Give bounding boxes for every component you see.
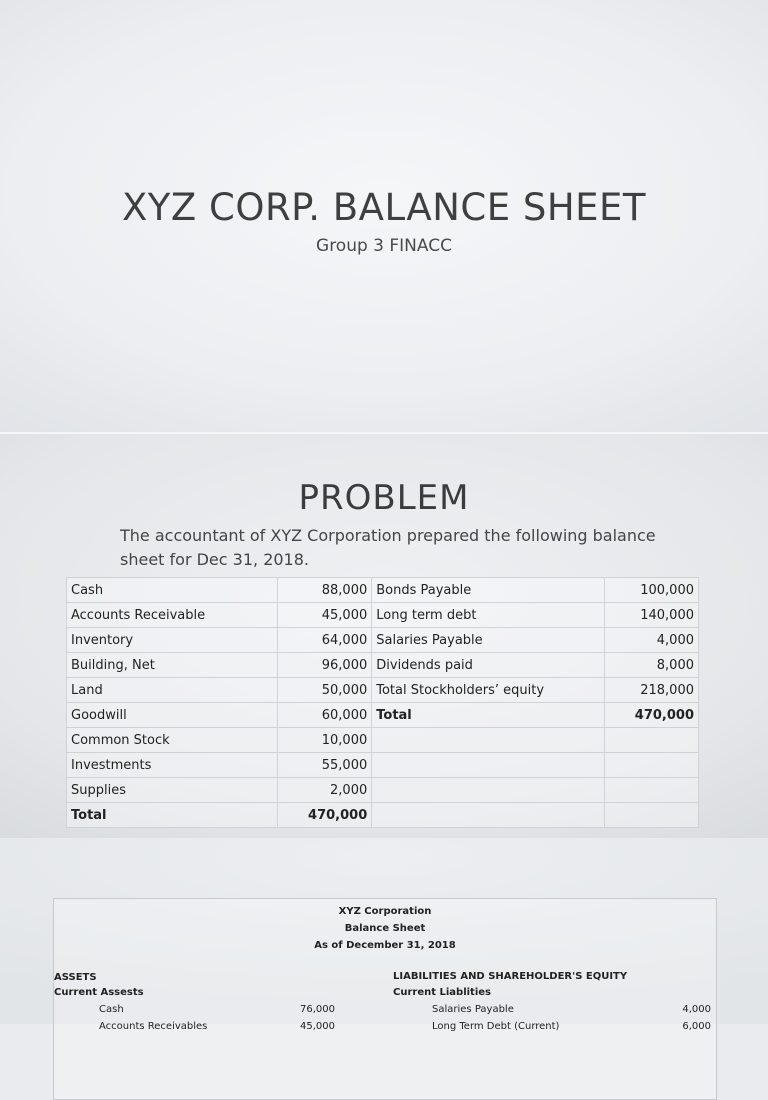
assets-heading: ASSETS <box>54 972 97 983</box>
right-label-cell <box>372 778 605 803</box>
table-row <box>67 603 699 628</box>
left-value-cell: 50,000 <box>278 678 372 703</box>
title-slide <box>0 0 768 432</box>
left-label-cell: Inventory <box>67 628 278 653</box>
left-value-cell: 2,000 <box>278 778 372 803</box>
presentation-subtitle: Group 3 FINACC <box>316 236 452 256</box>
right-value-cell: 470,000 <box>605 703 699 728</box>
problem-description: The accountant of XYZ Corporation prepared the following balance sheet for Dec 31, 2018. <box>120 526 656 569</box>
asset-line-value: 45,000 <box>300 1021 335 1032</box>
right-value-cell: 100,000 <box>605 578 699 603</box>
right-value-cell: 4,000 <box>605 628 699 653</box>
left-value-cell: 10,000 <box>278 728 372 753</box>
table-row <box>67 728 699 753</box>
current-liabilities-heading: Current Liablities <box>393 987 491 998</box>
right-label-cell: Bonds Payable <box>372 578 605 603</box>
problem-title: PROBLEM <box>298 478 470 518</box>
left-label-cell: Cash <box>67 578 278 603</box>
left-value-cell: 96,000 <box>278 653 372 678</box>
left-value-cell: 60,000 <box>278 703 372 728</box>
left-label-cell: Goodwill <box>67 703 278 728</box>
table-row <box>67 778 699 803</box>
table-row <box>67 628 699 653</box>
left-label-cell: Investments <box>67 753 278 778</box>
left-value-cell: 55,000 <box>278 753 372 778</box>
right-label-cell: Dividends paid <box>372 653 605 678</box>
corrected-balance-sheet-slide <box>0 838 768 1032</box>
right-label-cell: Total <box>372 703 605 728</box>
table-row <box>67 703 699 728</box>
right-value-cell: 140,000 <box>605 603 699 628</box>
table-row <box>67 653 699 678</box>
right-label-cell: Salaries Payable <box>372 628 605 653</box>
liability-line-value: 4,000 <box>682 1004 711 1015</box>
right-label-cell: Total Stockholders’ equity <box>372 678 605 703</box>
left-label-cell: Supplies <box>67 778 278 803</box>
presentation-title: XYZ CORP. BALANCE SHEET <box>121 186 647 229</box>
right-label-cell <box>372 728 605 753</box>
liability-line-label: Long Term Debt (Current) <box>432 1021 560 1032</box>
liability-line-label: Salaries Payable <box>432 1004 514 1015</box>
balance-sheet-table <box>66 577 699 828</box>
left-value-cell: 64,000 <box>278 628 372 653</box>
asset-line-label: Accounts Receivables <box>99 1021 208 1032</box>
left-value-cell: 470,000 <box>278 803 372 828</box>
right-value-cell: 218,000 <box>605 678 699 703</box>
left-label-cell: Building, Net <box>67 653 278 678</box>
statement-date: As of December 31, 2018 <box>314 940 456 951</box>
left-value-cell: 45,000 <box>278 603 372 628</box>
left-label-cell: Land <box>67 678 278 703</box>
left-label-cell: Common Stock <box>67 728 278 753</box>
right-value-cell <box>605 778 699 803</box>
table-row <box>67 753 699 778</box>
statement-title: Balance Sheet <box>344 923 426 934</box>
liability-line-value: 6,000 <box>682 1021 711 1032</box>
company-name: XYZ Corporation <box>338 906 432 917</box>
right-label-cell <box>372 753 605 778</box>
right-value-cell <box>605 753 699 778</box>
left-value-cell: 88,000 <box>278 578 372 603</box>
right-label-cell: Long term debt <box>372 603 605 628</box>
liabilities-heading: LIABILITIES AND SHAREHOLDER'S EQUITY <box>393 971 628 982</box>
problem-slide <box>0 434 768 838</box>
asset-line-value: 76,000 <box>300 1004 335 1015</box>
left-label-cell: Total <box>67 803 278 828</box>
table-row <box>67 803 699 828</box>
table-row <box>67 678 699 703</box>
current-assets-heading: Current Assests <box>54 987 144 998</box>
right-label-cell <box>372 803 605 828</box>
right-value-cell <box>605 803 699 828</box>
right-value-cell: 8,000 <box>605 653 699 678</box>
right-value-cell <box>605 728 699 753</box>
asset-line-label: Cash <box>99 1004 124 1015</box>
left-label-cell: Accounts Receivable <box>67 603 278 628</box>
balance-sheet-document <box>53 898 717 1100</box>
table-row <box>67 578 699 603</box>
